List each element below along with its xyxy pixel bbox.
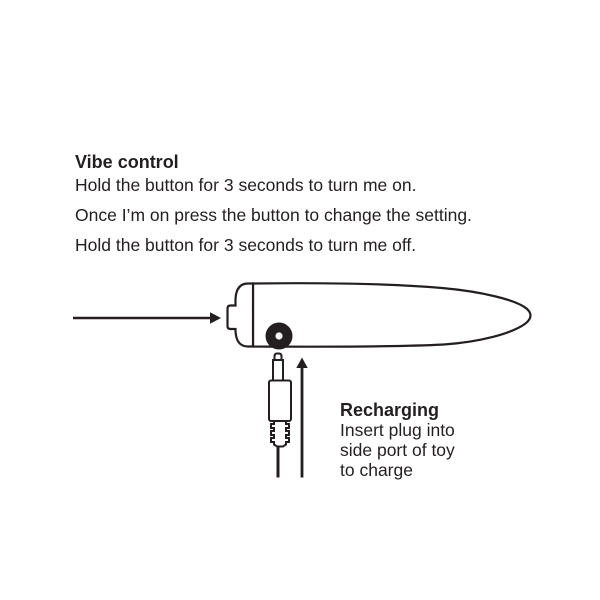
- charger-plug-icon: [269, 354, 291, 478]
- charge-pointer-arrow: [296, 358, 307, 478]
- plug-barrel: [269, 381, 291, 422]
- recharging-line-1: Insert plug into: [340, 420, 455, 440]
- recharging-line-3: to charge: [340, 460, 413, 480]
- device-cap-and-control-button: [228, 284, 254, 347]
- bullet-vibe-device: [228, 283, 531, 349]
- vibe-control-line-setting: Once I’m on press the button to change the setting.: [75, 205, 472, 225]
- charge-arrow-head-icon: [296, 358, 307, 369]
- recharging-line-2: side port of toy: [340, 440, 455, 460]
- vibe-control-line-on: Hold the button for 3 seconds to turn me on.: [75, 175, 417, 195]
- vibe-control-heading: Vibe control: [75, 152, 179, 172]
- plug-strain-relief: [271, 421, 289, 447]
- button-arrow-head-icon: [210, 312, 221, 324]
- button-pointer-arrow: [73, 312, 221, 324]
- charging-port-pin-hole: [275, 332, 282, 339]
- recharging-heading: Recharging: [340, 400, 440, 420]
- device-body-outline: [253, 283, 531, 347]
- plug-shaft: [273, 360, 283, 381]
- vibe-control-line-off: Hold the button for 3 seconds to turn me off.: [75, 235, 417, 255]
